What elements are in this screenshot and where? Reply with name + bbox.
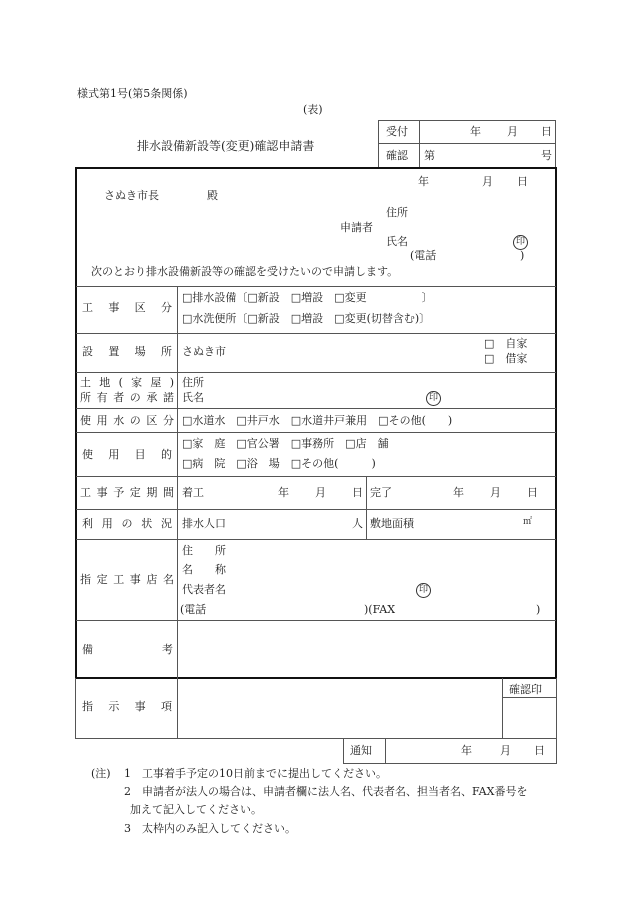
confirm-prefix: 第 — [424, 149, 435, 162]
honorific: 殿 — [207, 189, 218, 202]
applicant-phone-open: (電話 — [410, 249, 437, 262]
schedule-label: 工 事 予 定 期 間 — [80, 486, 174, 499]
start-year[interactable]: 年 — [278, 486, 289, 499]
received-year[interactable]: 年 — [470, 125, 481, 138]
applicant-label: 申請者 — [340, 221, 373, 234]
applicant-phone-close: ) — [520, 249, 525, 262]
note-3-text: 太枠内のみ記入してください。 — [142, 822, 296, 835]
contractor-label: 指 定 工 事 店 名 — [80, 573, 174, 586]
seal-icon: 印 — [426, 391, 441, 406]
side-label: (表) — [303, 103, 323, 116]
stamp-label: 確認印 — [509, 683, 542, 696]
end-day[interactable]: 日 — [527, 486, 538, 499]
note-2-cont: 加えて記入してください。 — [130, 803, 262, 816]
confirm-suffix: 号 — [541, 149, 552, 162]
application-year[interactable]: 年 — [418, 175, 429, 188]
water-type-label: 使 用 水 の 区 分 — [80, 414, 174, 427]
end-month[interactable]: 月 — [490, 486, 501, 499]
instructions-label: 指 示 事 項 — [82, 700, 172, 713]
owner-consent-label-2: 所 有 者 の 承 諾 — [80, 391, 174, 404]
application-statement: 次のとおり排水設備新設等の確認を受けたいので申請します。 — [91, 265, 399, 278]
applicant-name-label: 氏名 — [386, 235, 408, 248]
location-label: 設 置 場 所 — [82, 345, 172, 358]
population-label: 排水人口 — [182, 517, 226, 530]
confirm-label: 確認 — [386, 149, 408, 162]
construction-type-label: 工 事 区 分 — [82, 301, 172, 314]
note-2-num: 2 — [124, 785, 131, 798]
construction-type-drainage[interactable]: □排水設備〔□新設 □増設 □変更 〕 — [182, 291, 433, 304]
usage-label: 利 用 の 状 況 — [82, 517, 172, 530]
note-1-text: 工事着手予定の10日前までに提出してください。 — [142, 767, 387, 780]
note-2-text: 申請者が法人の場合は、申請者欄に法人名、代表者名、担当者名、FAX番号を — [142, 785, 528, 798]
form-number: 様式第1号(第5条関係) — [77, 87, 188, 100]
owner-address-label: 住所 — [182, 376, 204, 389]
page-title: 排水設備新設等(変更)確認申請書 — [137, 139, 315, 153]
location-value[interactable]: さぬき市 — [182, 345, 226, 358]
purpose-options-1[interactable]: □家 庭 □官公署 □事務所 □店 舗 — [182, 437, 389, 450]
note-3-num: 3 — [124, 822, 131, 835]
remarks-label-right: 考 — [162, 643, 173, 656]
contractor-close: ) — [536, 603, 541, 616]
purpose-options-2[interactable]: □病 院 □浴 場 □その他( ) — [182, 457, 376, 470]
rented-house-checkbox[interactable]: □ 借家 — [484, 352, 528, 365]
owner-name-label: 氏名 — [182, 391, 204, 404]
owner-consent-label-1: 土 地 ( 家 屋 ) — [80, 376, 174, 389]
population-unit: 人 — [352, 517, 363, 530]
water-type-options[interactable]: □水道水 □井戸水 □水道井戸兼用 □その他( ) — [182, 414, 453, 427]
applicant-address-label: 住所 — [386, 206, 408, 219]
start-month[interactable]: 月 — [315, 486, 326, 499]
notice-label: 通知 — [350, 744, 372, 757]
end-year[interactable]: 年 — [453, 486, 464, 499]
contractor-rep-label: 代表者名 — [182, 583, 226, 596]
application-month[interactable]: 月 — [482, 175, 493, 188]
own-house-checkbox[interactable]: □ 自家 — [484, 337, 528, 350]
remarks-label-left: 備 — [82, 643, 93, 656]
notice-month[interactable]: 月 — [500, 744, 511, 757]
start-day[interactable]: 日 — [352, 486, 363, 499]
contractor-name-label: 名 称 — [182, 563, 226, 576]
received-month[interactable]: 月 — [507, 125, 518, 138]
start-label: 着工 — [182, 486, 204, 499]
addressee: さぬき市長 — [104, 189, 159, 202]
notice-year[interactable]: 年 — [461, 744, 472, 757]
purpose-label: 使 用 目 的 — [82, 448, 172, 461]
area-label: 敷地面積 — [370, 517, 414, 530]
received-day[interactable]: 日 — [541, 125, 552, 138]
application-day[interactable]: 日 — [517, 175, 528, 188]
note-1-num: 1 — [124, 767, 131, 780]
construction-type-toilet[interactable]: □水洗便所〔□新設 □増設 □変更(切替含む)〕 — [182, 312, 431, 325]
area-unit: ㎡ — [523, 517, 533, 527]
contractor-phone-open: (電話 — [180, 603, 207, 616]
notes-prefix: (注) — [91, 767, 111, 780]
seal-icon: 印 — [513, 235, 528, 250]
contractor-fax-open: )(FAX — [364, 603, 396, 616]
received-label: 受付 — [386, 125, 408, 138]
notice-day[interactable]: 日 — [534, 744, 545, 757]
contractor-address-label: 住 所 — [182, 544, 226, 557]
seal-icon: 印 — [416, 583, 431, 598]
end-label: 完了 — [370, 486, 392, 499]
remarks-field[interactable] — [180, 622, 550, 676]
